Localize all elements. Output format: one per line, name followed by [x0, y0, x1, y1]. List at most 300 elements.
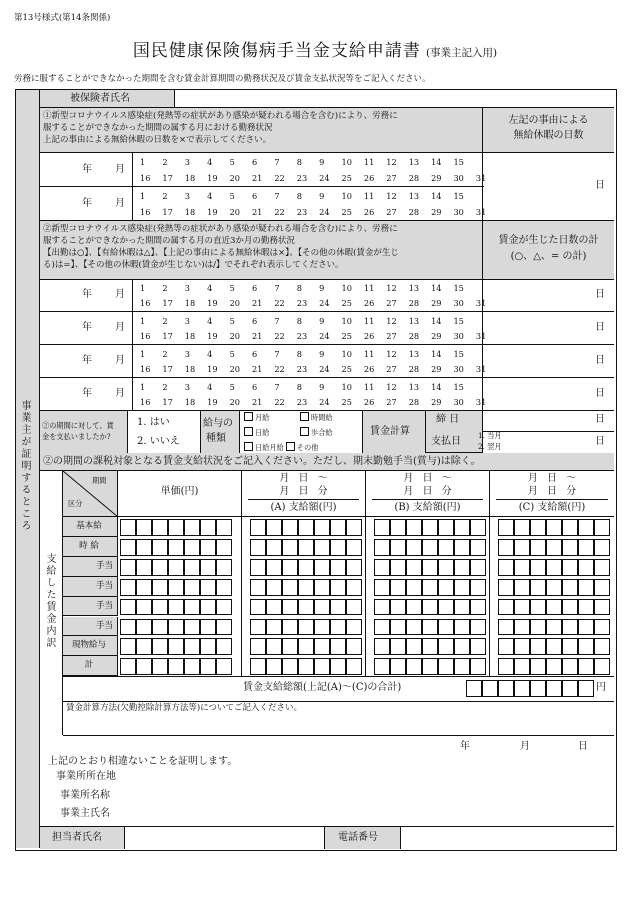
day-number[interactable]: 4 — [207, 382, 213, 392]
day-number[interactable]: 26 — [363, 298, 375, 308]
digit-box[interactable] — [454, 519, 470, 536]
day-number[interactable]: 22 — [274, 331, 285, 341]
day-number[interactable]: 3 — [184, 191, 190, 201]
day-number[interactable]: 16 — [140, 397, 151, 407]
day-number[interactable]: 8 — [296, 157, 302, 167]
digit-box[interactable] — [168, 638, 184, 655]
day-number[interactable]: 21 — [251, 331, 263, 341]
digit-box[interactable] — [168, 539, 184, 556]
wage-hourly[interactable]: 時間給 — [300, 412, 333, 421]
digit-box[interactable] — [216, 579, 232, 596]
digit-box[interactable] — [594, 619, 610, 636]
digit-box[interactable] — [184, 599, 200, 616]
day-number[interactable]: 26 — [363, 206, 375, 217]
day-number[interactable]: 1 — [140, 157, 146, 167]
day-number[interactable]: 22 — [274, 364, 285, 374]
day-number[interactable]: 26 — [363, 364, 375, 374]
digit-box[interactable] — [562, 658, 578, 675]
day-number[interactable]: 11 — [363, 157, 375, 167]
digit-box[interactable] — [266, 638, 282, 655]
day-number[interactable]: 7 — [274, 349, 280, 359]
digit-box[interactable] — [514, 519, 530, 536]
digit-box[interactable] — [184, 638, 200, 655]
digit-box[interactable] — [594, 539, 610, 556]
day-number[interactable]: 30 — [453, 206, 464, 217]
digit-box[interactable] — [200, 519, 216, 536]
digit-box[interactable] — [136, 539, 152, 556]
day-number[interactable]: 27 — [386, 331, 397, 341]
day-number[interactable]: 9 — [319, 283, 325, 293]
day-number[interactable]: 31 — [475, 331, 487, 341]
day-number[interactable]: 24 — [319, 172, 330, 183]
day-number[interactable]: 17 — [162, 397, 173, 407]
digit-box[interactable] — [120, 579, 136, 596]
day-number[interactable]: 6 — [251, 191, 258, 201]
day-number[interactable]: 1 — [140, 191, 146, 201]
digit-box[interactable] — [120, 658, 136, 675]
day-number[interactable]: 20 — [229, 206, 240, 217]
day-number[interactable]: 18 — [184, 397, 196, 407]
digit-box[interactable] — [594, 579, 610, 596]
digit-box[interactable] — [346, 559, 362, 576]
digit-box[interactable] — [546, 638, 562, 655]
day-number[interactable]: 28 — [408, 397, 420, 407]
digit-box[interactable] — [216, 599, 232, 616]
digit-box[interactable] — [298, 599, 314, 616]
digit-box[interactable] — [330, 658, 346, 675]
digit-box[interactable] — [438, 519, 454, 536]
day-number[interactable]: 2 — [162, 283, 168, 293]
digit-box[interactable] — [546, 559, 562, 576]
day-number[interactable]: 2 — [162, 191, 168, 201]
digit-box[interactable] — [406, 539, 422, 556]
day-number[interactable]: 11 — [363, 283, 375, 293]
day-number[interactable]: 21 — [251, 298, 263, 308]
digit-box[interactable] — [390, 658, 406, 675]
day-number[interactable]: 4 — [207, 157, 213, 167]
digit-box[interactable] — [216, 519, 232, 536]
day-number[interactable]: 8 — [296, 382, 302, 392]
phone-field[interactable] — [401, 826, 614, 849]
digit-box[interactable] — [470, 519, 486, 536]
digit-box[interactable] — [136, 519, 152, 536]
day-number[interactable]: 25 — [341, 364, 352, 374]
day-number[interactable]: 6 — [251, 157, 258, 167]
day-number[interactable]: 10 — [341, 382, 352, 392]
day-number[interactable]: 14 — [431, 349, 442, 359]
day-number[interactable]: 30 — [453, 397, 464, 407]
day-number[interactable]: 7 — [274, 316, 280, 326]
day-number[interactable]: 5 — [229, 157, 235, 167]
day-number[interactable]: 8 — [296, 316, 302, 326]
day-number[interactable]: 12 — [386, 283, 397, 293]
digit-box[interactable] — [298, 658, 314, 675]
digit-box[interactable] — [422, 559, 438, 576]
day-number[interactable]: 15 — [453, 157, 464, 167]
digit-box[interactable] — [454, 579, 470, 596]
digit-box[interactable] — [514, 559, 530, 576]
answer-no[interactable]: 2. いいえ — [137, 436, 180, 447]
day-number[interactable]: 28 — [408, 206, 420, 217]
day-number[interactable]: 14 — [431, 157, 442, 167]
day-number[interactable]: 16 — [140, 172, 151, 183]
total-digit-box[interactable] — [578, 680, 594, 697]
day-number[interactable]: 17 — [162, 364, 173, 374]
digit-box[interactable] — [470, 539, 486, 556]
day-number[interactable]: 9 — [319, 157, 325, 167]
digit-box[interactable] — [390, 599, 406, 616]
digit-box[interactable] — [406, 519, 422, 536]
digit-box[interactable] — [184, 619, 200, 636]
digit-box[interactable] — [168, 599, 184, 616]
digit-box[interactable] — [514, 599, 530, 616]
day-number[interactable]: 4 — [207, 316, 213, 326]
day-number[interactable]: 2 — [162, 382, 168, 392]
digit-box[interactable] — [374, 559, 390, 576]
total-digit-box[interactable] — [546, 680, 562, 697]
digit-box[interactable] — [314, 638, 330, 655]
digit-box[interactable] — [530, 599, 546, 616]
day-number[interactable]: 25 — [341, 298, 352, 308]
digit-box[interactable] — [578, 539, 594, 556]
day-number[interactable]: 16 — [140, 206, 151, 217]
digit-box[interactable] — [282, 559, 298, 576]
day-number[interactable]: 20 — [229, 364, 240, 374]
digit-box[interactable] — [298, 579, 314, 596]
total-digit-box[interactable] — [498, 680, 514, 697]
total-digit-box[interactable] — [466, 680, 482, 697]
day-number[interactable]: 1 — [140, 316, 146, 326]
digit-box[interactable] — [562, 559, 578, 576]
digit-box[interactable] — [546, 579, 562, 596]
day-number[interactable]: 29 — [431, 206, 442, 217]
day-number[interactable]: 11 — [363, 382, 375, 392]
digit-box[interactable] — [374, 658, 390, 675]
digit-box[interactable] — [298, 619, 314, 636]
day-number[interactable]: 2 — [162, 349, 168, 359]
digit-box[interactable] — [578, 559, 594, 576]
day-number[interactable]: 8 — [296, 349, 302, 359]
day-number[interactable]: 11 — [363, 316, 375, 326]
digit-box[interactable] — [374, 599, 390, 616]
digit-box[interactable] — [330, 539, 346, 556]
digit-box[interactable] — [498, 638, 514, 655]
digit-box[interactable] — [314, 519, 330, 536]
digit-box[interactable] — [422, 658, 438, 675]
day-number[interactable]: 4 — [207, 349, 213, 359]
wage-daily[interactable]: 日給 — [244, 427, 269, 436]
digit-box[interactable] — [200, 559, 216, 576]
digit-box[interactable] — [216, 619, 232, 636]
day-number[interactable]: 7 — [274, 382, 280, 392]
digit-box[interactable] — [184, 539, 200, 556]
day-number[interactable]: 14 — [431, 283, 442, 293]
digit-box[interactable] — [454, 658, 470, 675]
day-number[interactable]: 19 — [207, 206, 218, 217]
digit-box[interactable] — [152, 579, 168, 596]
day-number[interactable]: 13 — [408, 349, 420, 359]
day-number[interactable]: 7 — [274, 191, 280, 201]
digit-box[interactable] — [120, 619, 136, 636]
day-number[interactable]: 2 — [162, 157, 168, 167]
day-number[interactable]: 27 — [386, 298, 397, 308]
wage-piece[interactable]: 歩合給 — [300, 427, 333, 436]
digit-box[interactable] — [546, 519, 562, 536]
day-number[interactable]: 23 — [296, 206, 308, 217]
digit-box[interactable] — [406, 579, 422, 596]
digit-box[interactable] — [200, 658, 216, 675]
day-number[interactable]: 10 — [341, 191, 352, 201]
day-number[interactable]: 12 — [386, 349, 397, 359]
day-number[interactable]: 13 — [408, 283, 420, 293]
day-number[interactable]: 20 — [229, 172, 240, 183]
digit-box[interactable] — [298, 559, 314, 576]
day-number[interactable]: 18 — [184, 172, 196, 183]
day-number[interactable]: 17 — [162, 172, 173, 183]
wage-daily-monthly[interactable]: 日給月給 その他 — [244, 442, 318, 451]
day-number[interactable]: 9 — [319, 382, 325, 392]
digit-box[interactable] — [578, 519, 594, 536]
day-number[interactable]: 25 — [341, 397, 352, 407]
day-number[interactable]: 27 — [386, 206, 397, 217]
day-number[interactable]: 19 — [207, 364, 218, 374]
digit-box[interactable] — [374, 619, 390, 636]
digit-box[interactable] — [266, 619, 282, 636]
digit-box[interactable] — [454, 638, 470, 655]
digit-box[interactable] — [422, 579, 438, 596]
day-number[interactable]: 3 — [184, 157, 190, 167]
digit-box[interactable] — [200, 579, 216, 596]
day-number[interactable]: 16 — [140, 331, 151, 341]
digit-box[interactable] — [438, 539, 454, 556]
day-number[interactable]: 28 — [408, 172, 420, 183]
digit-box[interactable] — [152, 599, 168, 616]
digit-box[interactable] — [298, 539, 314, 556]
digit-box[interactable] — [562, 599, 578, 616]
digit-box[interactable] — [330, 559, 346, 576]
digit-box[interactable] — [152, 519, 168, 536]
digit-box[interactable] — [562, 519, 578, 536]
wage-monthly[interactable]: 月給 — [244, 412, 269, 421]
digit-box[interactable] — [152, 619, 168, 636]
digit-box[interactable] — [168, 619, 184, 636]
day-number[interactable]: 9 — [319, 316, 325, 326]
day-number[interactable]: 6 — [251, 316, 258, 326]
digit-box[interactable] — [136, 638, 152, 655]
day-number[interactable]: 13 — [408, 316, 420, 326]
digit-box[interactable] — [438, 559, 454, 576]
digit-box[interactable] — [406, 599, 422, 616]
day-number[interactable]: 21 — [251, 397, 263, 407]
day-number[interactable]: 19 — [207, 331, 218, 341]
day-number[interactable]: 22 — [274, 172, 285, 183]
digit-box[interactable] — [498, 599, 514, 616]
digit-box[interactable] — [562, 579, 578, 596]
digit-box[interactable] — [546, 599, 562, 616]
digit-box[interactable] — [216, 559, 232, 576]
digit-box[interactable] — [594, 638, 610, 655]
day-number[interactable]: 18 — [184, 331, 196, 341]
day-number[interactable]: 28 — [408, 331, 420, 341]
day-number[interactable]: 13 — [408, 382, 420, 392]
day-number[interactable]: 6 — [251, 382, 258, 392]
digit-box[interactable] — [530, 638, 546, 655]
digit-box[interactable] — [578, 579, 594, 596]
day-number[interactable]: 30 — [453, 331, 464, 341]
total-digit-box[interactable] — [514, 680, 530, 697]
digit-box[interactable] — [152, 658, 168, 675]
day-number[interactable]: 31 — [475, 298, 487, 308]
day-number[interactable]: 19 — [207, 172, 218, 183]
day-number[interactable]: 23 — [296, 364, 308, 374]
digit-box[interactable] — [152, 559, 168, 576]
day-number[interactable]: 13 — [408, 157, 420, 167]
day-number[interactable]: 4 — [207, 191, 213, 201]
digit-box[interactable] — [346, 599, 362, 616]
day-number[interactable]: 1 — [140, 382, 146, 392]
day-number[interactable]: 6 — [251, 349, 258, 359]
digit-box[interactable] — [136, 599, 152, 616]
digit-box[interactable] — [422, 638, 438, 655]
digit-box[interactable] — [438, 619, 454, 636]
digit-box[interactable] — [200, 539, 216, 556]
digit-box[interactable] — [282, 638, 298, 655]
digit-box[interactable] — [390, 539, 406, 556]
digit-box[interactable] — [120, 559, 136, 576]
day-number[interactable]: 11 — [363, 349, 375, 359]
day-number[interactable]: 12 — [386, 157, 397, 167]
digit-box[interactable] — [168, 559, 184, 576]
digit-box[interactable] — [282, 599, 298, 616]
day-number[interactable]: 18 — [184, 206, 196, 217]
digit-box[interactable] — [314, 599, 330, 616]
digit-box[interactable] — [514, 658, 530, 675]
digit-box[interactable] — [578, 638, 594, 655]
day-number[interactable]: 31 — [475, 397, 487, 407]
day-number[interactable]: 27 — [386, 364, 397, 374]
day-number[interactable]: 5 — [229, 191, 235, 201]
digit-box[interactable] — [314, 619, 330, 636]
digit-box[interactable] — [530, 658, 546, 675]
digit-box[interactable] — [438, 579, 454, 596]
day-number[interactable]: 20 — [229, 331, 240, 341]
digit-box[interactable] — [454, 559, 470, 576]
day-number[interactable]: 24 — [319, 298, 330, 308]
digit-box[interactable] — [298, 519, 314, 536]
day-number[interactable]: 18 — [184, 364, 196, 374]
digit-box[interactable] — [266, 579, 282, 596]
digit-box[interactable] — [594, 658, 610, 675]
digit-box[interactable] — [374, 638, 390, 655]
digit-box[interactable] — [184, 658, 200, 675]
day-number[interactable]: 3 — [184, 316, 190, 326]
day-number[interactable]: 17 — [162, 206, 173, 217]
total-digit-box[interactable] — [530, 680, 546, 697]
digit-box[interactable] — [530, 579, 546, 596]
digit-box[interactable] — [314, 658, 330, 675]
day-number[interactable]: 20 — [229, 298, 240, 308]
digit-box[interactable] — [454, 599, 470, 616]
day-number[interactable]: 18 — [184, 298, 196, 308]
digit-box[interactable] — [346, 519, 362, 536]
insured-name-field[interactable] — [175, 90, 614, 108]
digit-box[interactable] — [314, 539, 330, 556]
digit-box[interactable] — [562, 638, 578, 655]
digit-box[interactable] — [266, 599, 282, 616]
digit-box[interactable] — [152, 539, 168, 556]
day-number[interactable]: 25 — [341, 172, 352, 183]
digit-box[interactable] — [470, 658, 486, 675]
digit-box[interactable] — [250, 579, 266, 596]
total-digit-box[interactable] — [482, 680, 498, 697]
day-number[interactable]: 30 — [453, 172, 464, 183]
day-number[interactable]: 31 — [475, 364, 487, 374]
digit-box[interactable] — [168, 519, 184, 536]
day-number[interactable]: 5 — [229, 283, 235, 293]
digit-box[interactable] — [136, 619, 152, 636]
digit-box[interactable] — [298, 638, 314, 655]
digit-box[interactable] — [390, 638, 406, 655]
digit-box[interactable] — [594, 599, 610, 616]
day-number[interactable]: 15 — [453, 316, 464, 326]
digit-box[interactable] — [200, 619, 216, 636]
digit-box[interactable] — [530, 539, 546, 556]
day-number[interactable]: 31 — [475, 206, 487, 217]
digit-box[interactable] — [546, 619, 562, 636]
day-number[interactable]: 14 — [431, 382, 442, 392]
day-number[interactable]: 23 — [296, 298, 308, 308]
day-number[interactable]: 15 — [453, 349, 464, 359]
payday-next-month[interactable]: 2. 翌月 — [478, 442, 502, 451]
digit-box[interactable] — [216, 638, 232, 655]
day-number[interactable]: 28 — [408, 298, 420, 308]
digit-box[interactable] — [346, 619, 362, 636]
digit-box[interactable] — [546, 539, 562, 556]
answer-yes[interactable]: 1. はい — [137, 417, 170, 428]
day-number[interactable]: 29 — [431, 364, 442, 374]
digit-box[interactable] — [562, 619, 578, 636]
day-number[interactable]: 24 — [319, 397, 330, 407]
digit-box[interactable] — [250, 539, 266, 556]
digit-box[interactable] — [498, 539, 514, 556]
digit-box[interactable] — [200, 599, 216, 616]
day-number[interactable]: 27 — [386, 172, 397, 183]
digit-box[interactable] — [250, 559, 266, 576]
day-number[interactable]: 17 — [162, 298, 173, 308]
digit-box[interactable] — [120, 599, 136, 616]
digit-box[interactable] — [578, 658, 594, 675]
digit-box[interactable] — [422, 519, 438, 536]
digit-box[interactable] — [250, 619, 266, 636]
day-number[interactable]: 3 — [184, 349, 190, 359]
digit-box[interactable] — [470, 599, 486, 616]
day-number[interactable]: 23 — [296, 172, 308, 183]
digit-box[interactable] — [216, 539, 232, 556]
day-number[interactable]: 10 — [341, 316, 352, 326]
day-number[interactable]: 5 — [229, 382, 235, 392]
day-number[interactable]: 3 — [184, 382, 190, 392]
digit-box[interactable] — [498, 619, 514, 636]
digit-box[interactable] — [346, 539, 362, 556]
day-number[interactable]: 1 — [140, 283, 146, 293]
digit-box[interactable] — [266, 658, 282, 675]
day-number[interactable]: 14 — [431, 191, 442, 201]
day-number[interactable]: 29 — [431, 331, 442, 341]
day-number[interactable]: 22 — [274, 397, 285, 407]
digit-box[interactable] — [168, 658, 184, 675]
digit-box[interactable] — [184, 519, 200, 536]
digit-box[interactable] — [470, 579, 486, 596]
